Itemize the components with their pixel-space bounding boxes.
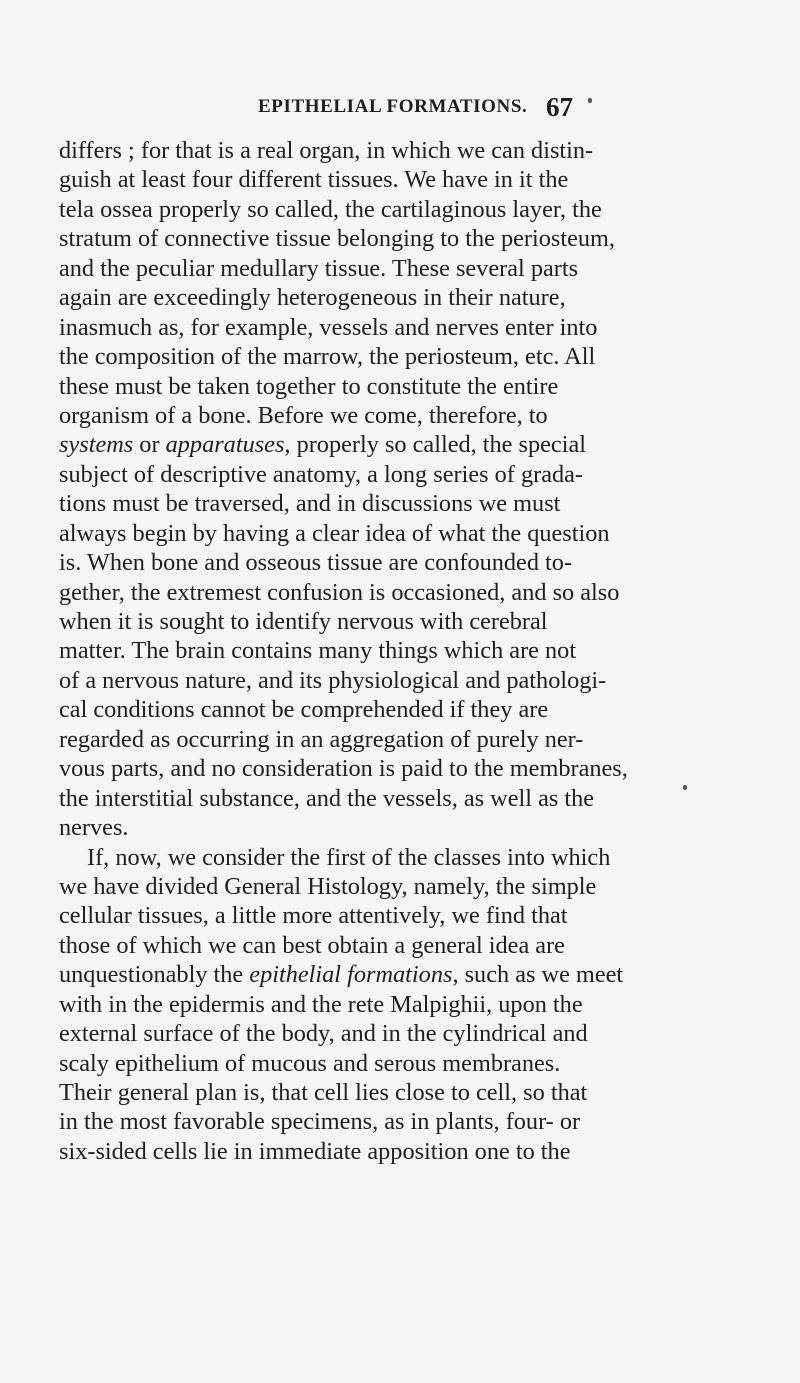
text-line: inasmuch as, for example, vessels and nerves enter into — [59, 313, 598, 341]
text-line: scaly epithelium of mucous and serous membranes. — [59, 1049, 561, 1077]
text-line: Their general plan is, that cell lies close to cell, so that — [59, 1079, 588, 1106]
page-number: 67 — [546, 92, 573, 122]
body-text — [59, 136, 725, 1166]
italic-term: epithelial formations — [249, 961, 453, 989]
text-line: tions must be traversed, and in discussions we must — [59, 490, 561, 518]
text-line: always begin by having a clear idea of what the question — [59, 519, 610, 547]
text-line: regarded as occurring in an aggregation of purely ner- — [59, 725, 584, 753]
text-line: six-sided cells lie in immediate apposition one to the — [59, 1137, 571, 1165]
running-title: EPITHELIAL FORMATIONS. — [258, 96, 528, 117]
italic-term: apparatuses — [165, 431, 285, 459]
line-segment: unquestionably the — [59, 961, 250, 989]
text-line — [59, 430, 725, 459]
text-line: cellular tissues, a little more attentively, we find that — [59, 902, 568, 930]
text-line: differs ; for that is a real organ, in which we can distin- — [59, 137, 594, 164]
line-segment: , properly so called, the special — [284, 431, 586, 459]
line-segment: or — [133, 431, 166, 459]
text-line: when it is sought to identify nervous with cerebral — [59, 608, 548, 635]
text-line: is. When bone and osseous tissue are confounded to- — [59, 549, 573, 577]
text-line: those of which we can best obtain a general idea are — [59, 931, 565, 959]
text-line: stratum of connective tissue belonging to the periosteum, — [59, 225, 616, 253]
text-line — [59, 960, 725, 989]
text-line: subject of descriptive anatomy, a long series of grada- — [59, 460, 583, 488]
running-head — [60, 86, 780, 126]
ink-speck — [588, 98, 592, 103]
line-segment: , such as we meet — [452, 961, 624, 989]
text-line: these must be taken together to constitute the entire — [59, 372, 559, 400]
italic-term: systems — [59, 431, 134, 459]
paragraph-first-line: If, now, we consider the first of the classes into which — [87, 843, 611, 871]
text-line: of a nervous nature, and its physiological and pathologi- — [59, 666, 607, 694]
text-line: we have divided General Histology, namely, the simple — [59, 872, 597, 900]
text-line: and the peculiar medullary tissue. These several parts — [59, 254, 579, 282]
text-line: the composition of the marrow, the periosteum, etc. All — [59, 343, 596, 371]
text-line: external surface of the body, and in the cylindrical and — [59, 1020, 588, 1048]
text-line: organism of a bone. Before we come, therefore, to — [59, 401, 548, 429]
text-line: vous parts, and no consideration is paid to the membranes, — [59, 755, 628, 783]
ink-speck — [683, 785, 687, 790]
text-line: guish at least four different tissues. We have in it the — [59, 166, 569, 194]
text-line: with in the epidermis and the rete Malpighii, upon the — [59, 990, 583, 1018]
text-line: matter. The brain contains many things which are not — [59, 637, 577, 665]
text-line: in the most favorable specimens, as in plants, four- or — [59, 1108, 581, 1136]
text-line: the interstitial substance, and the vessels, as well as the — [59, 784, 595, 812]
text-line: cal conditions cannot be comprehended if they are — [59, 696, 549, 724]
text-line: tela ossea properly so called, the cartilaginous layer, the — [59, 195, 602, 223]
text-line: again are exceedingly heterogeneous in their nature, — [59, 284, 566, 312]
text-line: gether, the extremest confusion is occasioned, and so also — [59, 578, 620, 606]
text-line: nerves. — [59, 814, 129, 842]
